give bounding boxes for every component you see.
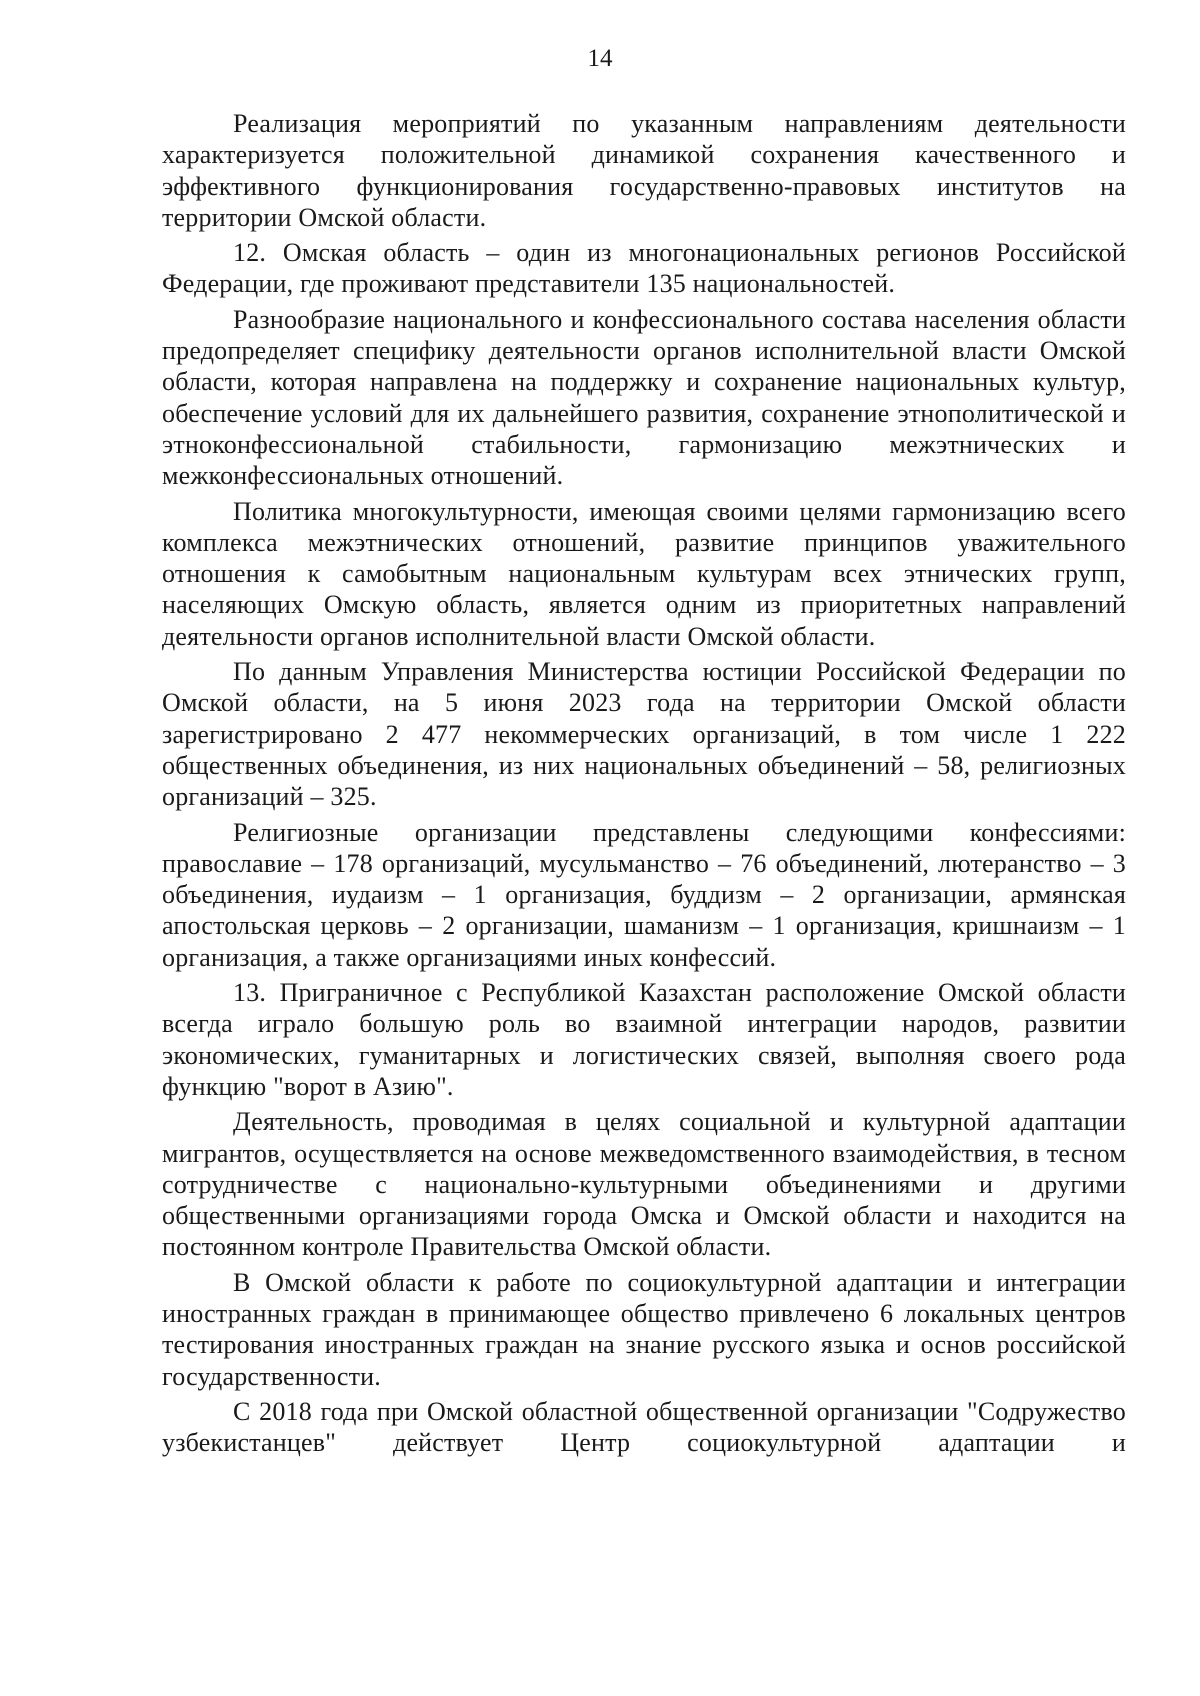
- paragraph-implementation: Реализация мероприятий по указанным направлениям деятельности характеризуется положительной динамикой сохранения качественного и эффективного функционирования государственно-правовых институтов на территории Омской области.: [162, 109, 1126, 232]
- paragraph-item-12: 12. Омская область – один из многонациональных регионов Российской Федерации, где проживают представители 135 национальностей.: [162, 238, 1126, 299]
- paragraph-multiculturalism: Политика многокультурности, имеющая своими целями гармонизацию всего комплекса межэтнических отношений, развитие принципов уважительного отношения к самобытным национальным культурам всех этнических групп, населяющих Омскую область, является одним из приоритетных направлений деятельности органов исполнительной власти Омской области.: [162, 496, 1126, 651]
- paragraph-uzbek-community: С 2018 года при Омской областной общественной организации "Содружество узбекистанцев" действует Центр социокультурной адаптации и: [162, 1396, 1126, 1458]
- paragraph-testing-centers: В Омской области к работе по социокультурной адаптации и интеграции иностранных граждан в принимающее общество привлечено 6 локальных центров тестирования иностранных граждан на знание русского языка и основ российской государственности.: [162, 1267, 1126, 1391]
- page-number: 14: [587, 45, 613, 72]
- document-body: [162, 108, 1126, 1462]
- paragraph-religious-organizations: Религиозные организации представлены следующими конфессиями: православие – 178 организаций, мусульманство – 76 объединений, лютеранство – 3 объединения, иудаизм – 1 организация, буддизм – 2 организации, армянская апостольская церковь – 2 организации, шаманизм – 1 организация, кришнаизм – 1 организация, а также организациями иных конфессий.: [162, 817, 1126, 972]
- paragraph-ministry-data: По данным Управления Министерства юстиции Российской Федерации по Омской области, на 5 июня 2023 года на территории Омской области зарегистрировано 2 477 некоммерческих организаций, в том числе 1 222 общественных объединения, из них национальных объединений – 58, религиозных организаций – 325.: [162, 657, 1126, 812]
- paragraph-item-13: 13. Приграничное с Республикой Казахстан расположение Омской области всегда играло большую роль во взаимной интеграции народов, развитии экономических, гуманитарных и логистических связей, выполняя своего рода функцию "ворот в Азию".: [162, 978, 1126, 1101]
- paragraph-migrant-adaptation: Деятельность, проводимая в целях социальной и культурной адаптации мигрантов, осуществляется на основе межведомственного взаимодействия, в тесном сотрудничестве с национально-культурными объединениями и другими общественными организациями города Омска и Омской области и находится на постоянном контроле Правительства Омской области.: [162, 1107, 1126, 1262]
- paragraph-diversity: Разнообразие национального и конфессионального состава населения области предопределяет специфику деятельности органов исполнительной власти Омской области, которая направлена на поддержку и сохранение национальных культур, обеспечение условий для их дальнейшего развития, сохранение этнополитической и этноконфессиональной стабильности, гармонизацию межэтнических и межконфессиональных отношений.: [162, 304, 1126, 491]
